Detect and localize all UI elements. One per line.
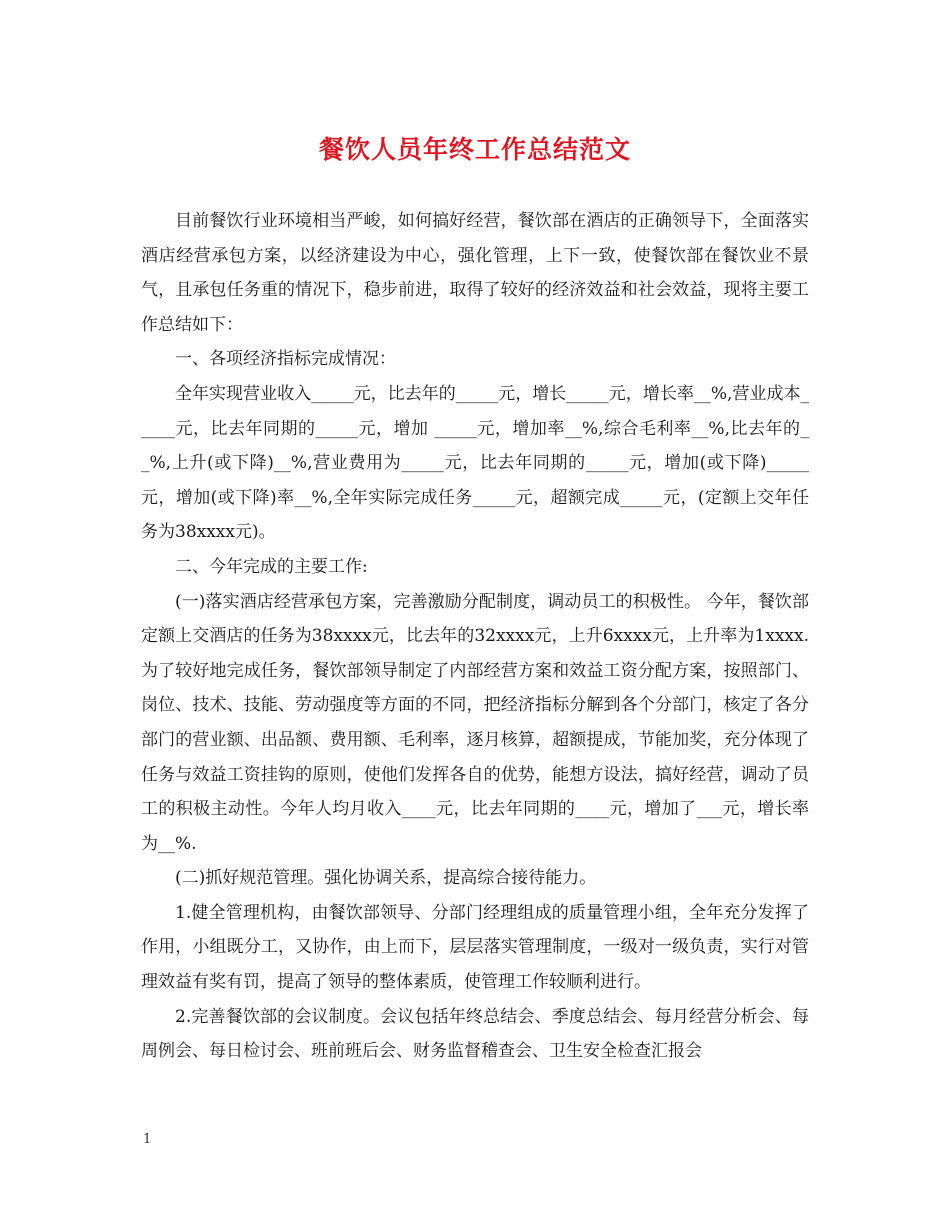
- document-body: [141, 204, 809, 1069]
- page-number: 1: [143, 1132, 152, 1147]
- management-item-2-paragraph: 2.完善餐饮部的会议制度。会议包括年终总结会、季度总结会、每月经营分析会、每周例会、每日检讨会、班前班后会、财务监督稽查会、卫生安全检查汇报会: [141, 1006, 809, 1062]
- management-item-1-paragraph: 1.健全管理机构，由餐饮部领导、分部门经理组成的质量管理小组，全年充分发挥了作用，小组既分工，又协作，由上而下，层层落实管理制度，一级对一级负责，实行对管理效益有奖有罚，提高了领导的整体素质，使管理工作较顺利进行。: [141, 902, 809, 993]
- subsection-contract-paragraph: (一)落实酒店经营承包方案，完善激励分配制度，调动员工的积极性。 今年，餐饮部定额上交酒店的任务为38xxxx元，比去年的32xxxx元，上升6xxxx元，上升率为1xxxx.为了较好地完成任务，餐饮部领导制定了内部经营方案和效益工资分配方案，按照部门、岗位、技术、技能、劳动强度等方面的不同，把经济指标分解到各个分部门，核定了各分部门的营业额、出品额、费用额、毛利率，逐月核算，超额提成，节能加奖，充分体现了任务与效益工资挂钩的原则，使他们发挥各自的优势，能想方设法，搞好经营，调动了员工的积极主动性。今年人均月收入____元，比去年同期的____元，增加了___元，增长率为__%.: [141, 591, 809, 854]
- intro-paragraph: 目前餐饮行业环境相当严峻，如何搞好经营，餐饮部在酒店的正确领导下，全面落实酒店经营承包方案，以经济建设为中心，强化管理，上下一致，使餐饮部在餐饮业不景气，且承包任务重的情况下，稳步前进，取得了较好的经济效益和社会效益，现将主要工作总结如下：: [141, 211, 809, 335]
- subsection-heading-management: (二)抓好规范管理。强化协调关系，提高综合接待能力。: [175, 868, 597, 889]
- section-heading-main-work: 二、今年完成的主要工作:: [175, 556, 368, 577]
- section-heading-economic-indicators: 一、各项经济指标完成情况：: [175, 349, 396, 370]
- document-title: 餐饮人员年终工作总结范文: [318, 135, 631, 164]
- economic-indicators-paragraph: 全年实现营业收入_____元，比去年的_____元，增长_____元，增长率__%,营业成本_____元，比去年同期的_____元，增加 _____元，增加率__%,综合毛利率__%,比去年的__%,上升(或下降)__%,营业费用为_____元，比去年同期的_____元，增加(或下降)_____元，增加(或下降)率__%,全年实际完成任务_____元，超额完成_____元，(定额上交年任务为38xxxx元)。: [141, 383, 809, 543]
